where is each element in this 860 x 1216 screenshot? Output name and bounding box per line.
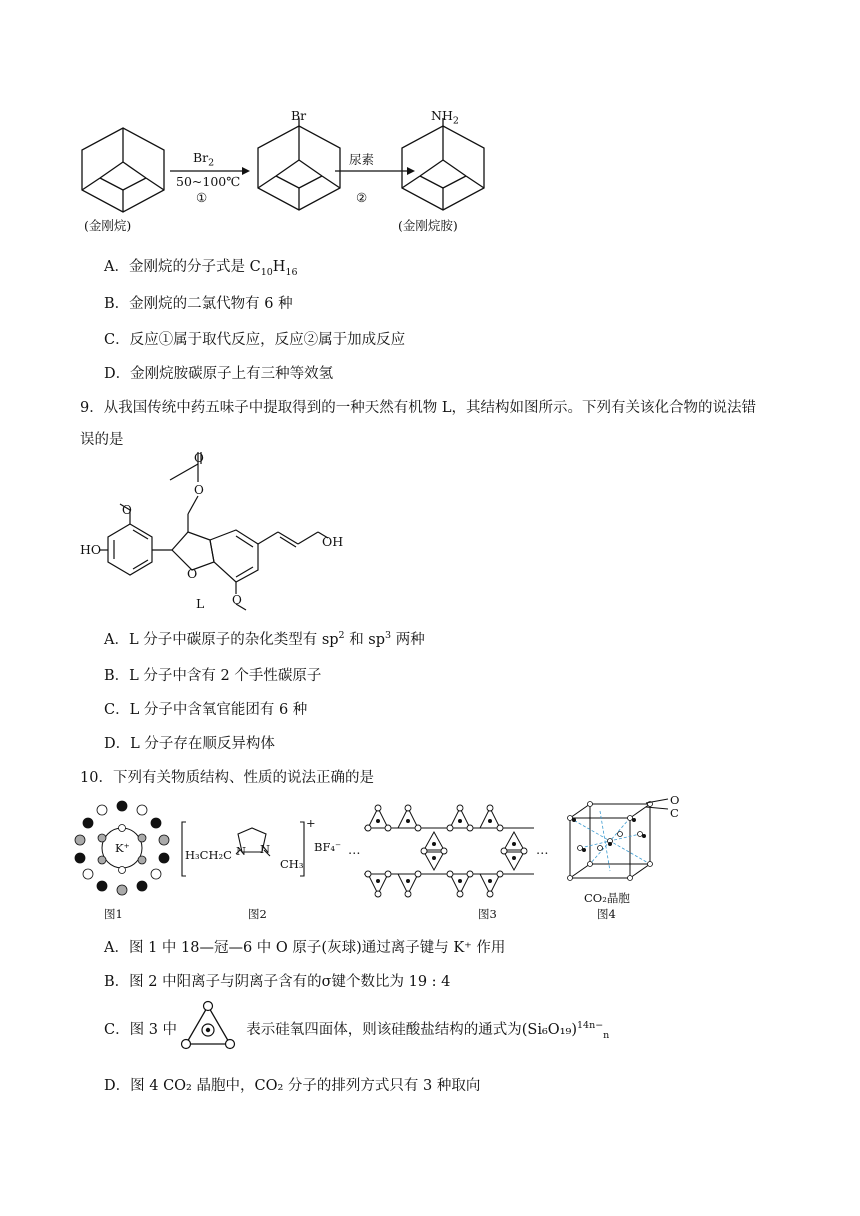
- amino-label: $NH_2$: [431, 108, 459, 127]
- fig4-c-label: C: [670, 806, 679, 820]
- l-compound-name: L: [196, 596, 205, 611]
- fig4-cell-label: CO₂晶胞: [584, 891, 630, 905]
- svg-text:O: O: [194, 451, 204, 465]
- q9-stem-line1: 9．从我国传统中药五味子中提取得到的一种天然有机物 L，其结构如图所示。下列有关该化合物的说法错: [80, 400, 756, 416]
- fig1-caption: 图1: [104, 907, 123, 921]
- q8-option-c[interactable]: C．反应①属于取代反应，反应②属于加成反应: [104, 332, 406, 348]
- q9-option-a[interactable]: A．L 分子中碳原子的杂化类型有 $sp^2$ 和 $sp^3$ 两种: [104, 630, 425, 648]
- fig2-cation-charge: +: [306, 816, 316, 830]
- q9-option-c[interactable]: C．L 分子中含氧官能团有 6 种: [104, 702, 308, 718]
- fig4-o-label: O: [670, 793, 680, 807]
- fig3-caption: 图3: [478, 907, 497, 921]
- adamantane-structure: [80, 128, 170, 218]
- fig2-ethyl: H₃CH₂C: [185, 848, 232, 862]
- arrow1-condition: 50~100℃: [176, 174, 241, 189]
- q8-option-b[interactable]: B．金刚烷的二氯代物有 6 种: [104, 296, 293, 312]
- fig2-caption: 图2: [248, 907, 267, 921]
- fig3-dots-right: …: [536, 842, 549, 857]
- q10-option-c[interactable]: C．图 3 中 表示硅氧四面体，则该硅酸盐结构的通式为$(Si_6O_{19})^{14n-}_n$: [104, 1020, 610, 1041]
- q8-option-d[interactable]: D．金刚烷胺碳原子上有三种等效氢: [104, 366, 334, 382]
- fig1-k-ion: K⁺: [115, 841, 130, 855]
- fig4-co2-unit-cell: [560, 798, 660, 888]
- q10-stem: 10．下列有关物质结构、性质的说法正确的是: [80, 770, 374, 786]
- q9-option-b[interactable]: B．L 分子中含有 2 个手性碳原子: [104, 668, 322, 684]
- fig2-methyl: CH₃: [280, 857, 304, 871]
- q10-option-b[interactable]: B．图 2 中阳离子与阴离子含有的σ键个数比为 19 : 4: [104, 974, 451, 990]
- fig4-caption: 图4: [597, 907, 616, 921]
- silicon-oxygen-tetrahedron-icon: [180, 1000, 236, 1052]
- fig2-anion: BF₄⁻: [314, 840, 342, 854]
- arrow2-step: ②: [356, 190, 368, 205]
- q10-option-a[interactable]: A．图 1 中 18—冠—6 中 O 原子(灰球)通过离子键与 K⁺ 作用: [104, 940, 506, 956]
- bromo-label: Br: [291, 108, 307, 123]
- svg-text:O: O: [122, 503, 132, 517]
- q9-stem-line2: 误的是: [80, 432, 124, 448]
- arrow1-step: ①: [196, 190, 208, 205]
- fig2-n2: N: [260, 842, 271, 856]
- svg-text:O: O: [232, 593, 242, 607]
- adamantane-label: (金刚烷): [84, 218, 132, 233]
- q10-option-d[interactable]: D．图 4 CO₂ 晶胞中，CO₂ 分子的排列方式只有 3 种取向: [104, 1078, 481, 1094]
- bromoadamantane-structure: [256, 126, 346, 216]
- amantadine-structure: [400, 126, 490, 216]
- fig3-dots-left: …: [348, 842, 361, 857]
- amantadine-label: (金刚烷胺): [398, 218, 458, 233]
- l-ho-group: HO: [80, 542, 102, 557]
- fig2-n1: N: [236, 844, 247, 858]
- svg-text:O: O: [194, 483, 204, 497]
- fig3-silicate-chain: [364, 804, 534, 900]
- l-ring-oxygen: O: [187, 566, 198, 581]
- l-oh-group: OH: [322, 534, 344, 549]
- q8-option-a[interactable]: A．金刚烷的分子式是 $C_{10}H_{16}$: [104, 259, 298, 278]
- fig4-pointer-arrows: [646, 797, 670, 811]
- compound-l-structure: [80, 452, 360, 612]
- arrow2-reagent: 尿素: [349, 152, 375, 167]
- arrow1-reagent: $Br_2$: [193, 150, 215, 169]
- q9-option-d[interactable]: D．L 分子存在顺反异构体: [104, 736, 275, 752]
